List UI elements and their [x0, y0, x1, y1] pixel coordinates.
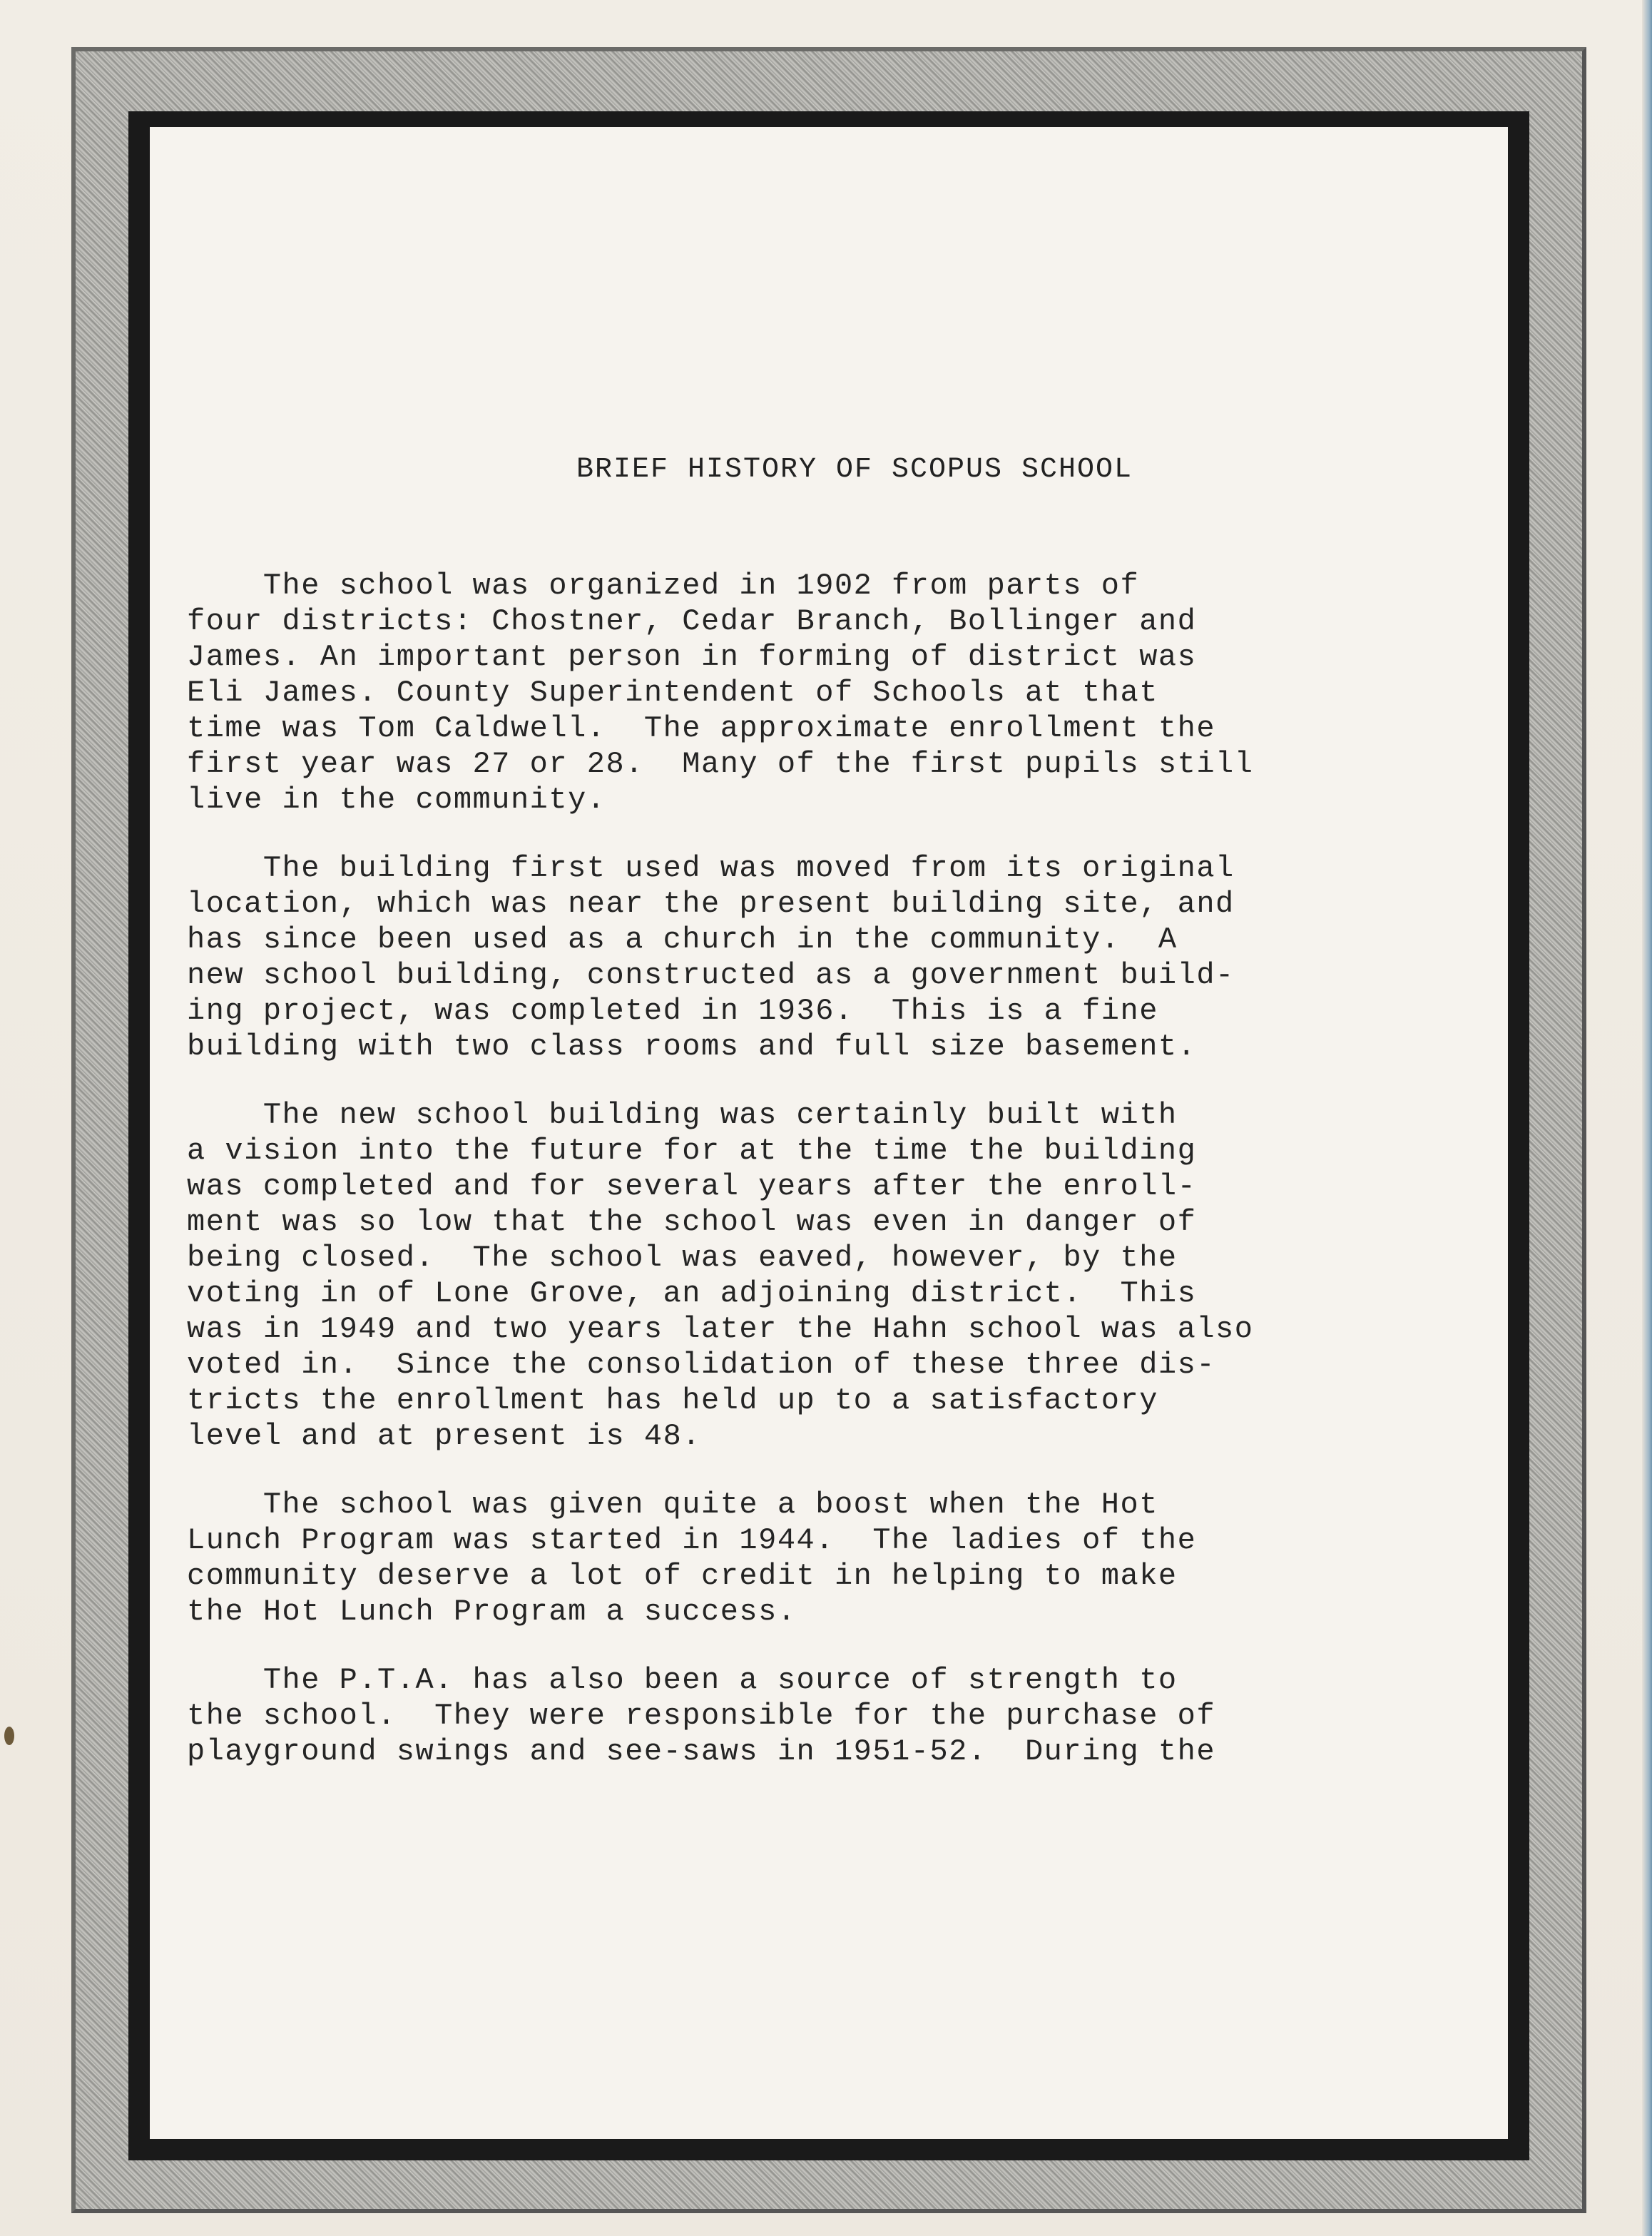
- document-title: BRIEF HISTORY OF SCOPUS SCHOOL: [576, 454, 1133, 486]
- page-binding-edge: [1642, 0, 1652, 2236]
- paper-speck: [4, 1727, 14, 1745]
- paragraph-hot-lunch: The school was given quite a boost when the Hot Lunch Program was started in 1944. The ladies of the community deserve a lot of credit in helping to make the Hot Lunch Program a success.: [187, 1488, 1197, 1629]
- document-body: [187, 568, 1399, 1802]
- paragraph-pta: The P.T.A. has also been a source of strength to the school. They were responsible for the purchase of playground swings and see-saws in 1951-52. During the: [187, 1663, 1216, 1769]
- paragraph-building: The building first used was moved from its original location, which was near the present building site, and has since been used as a church in the community. A new school building, constructed as a government build- ing project, was completed in 1936. This is a fine building with two class rooms and full size basement.: [187, 851, 1235, 1064]
- paragraph-organization: The school was organized in 1902 from parts of four districts: Chostner, Cedar Branch, Bollinger and James. An important person in forming of district was Eli James. County Superintendent of Schools at that time was Tom Caldwell. The approximate enrollment the first year was 27 or 28. Many of the first pupils still live in the community.: [187, 569, 1254, 817]
- paragraph-enrollment: The new school building was certainly built with a vision into the future for at the time the building was completed and for several years after the enroll- ment was so low that the school was even in danger of being closed. The school was eaved, however, by the voting in of Lone Grove, an adjoining district. This was in 1949 and two years later the Hahn school was also voted in. Since the consolidation of these three dis- tricts the enrollment has held up to a satisfactory level and at present is 48.: [187, 1098, 1254, 1453]
